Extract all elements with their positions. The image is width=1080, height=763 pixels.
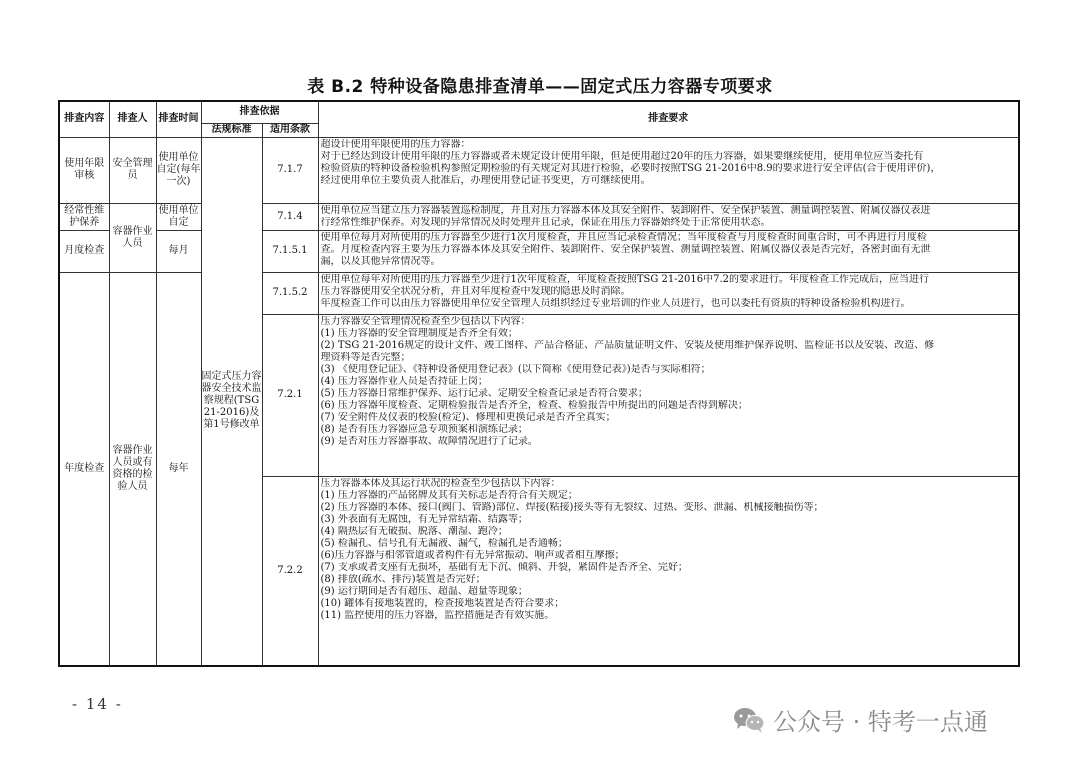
cell-requirement bbox=[318, 137, 1019, 203]
req-line: 使用单位应当建立压力容器装置巡检制度，并且对压力容器本体及其安全附件、装卸附件、安全保护装置、测量调控装置、附属仪器仪表进 bbox=[320, 204, 931, 216]
cell-content: 使用年限审核 bbox=[59, 137, 109, 203]
req-line: 使用单位每月对所使用的压力容器至少进行1次月度检查，并且应当记录检查情况；当年度检查与月度检查时间重合时，可不再进行月度检 bbox=[320, 231, 927, 243]
header-standard: 法规标准 bbox=[201, 123, 262, 137]
req-line: 压力容器本体及其运行状况的检查至少包括以下内容： bbox=[320, 477, 561, 489]
cell-standard: 固定式压力容器安全技术监察规程(TSG 21-2016)及第1号修改单 bbox=[201, 137, 262, 666]
req-line: 漏，以及其他异常情况等。 bbox=[320, 255, 441, 267]
cell-clause: 7.1.4 bbox=[262, 203, 318, 230]
req-line: (2) TSG 21-2016规定的设计文件、竣工图样、产品合格证、产品质量证明文件、安装及使用维护保养说明、监检证书以及安装、改造、修 bbox=[320, 339, 935, 351]
cell-requirement bbox=[318, 203, 1019, 230]
req-line: (3) 《使用登记证》、《特种设备使用登记表》(以下简称《使用登记表》)是否与实际相符； bbox=[320, 363, 711, 375]
header-requirement: 排查要求 bbox=[318, 101, 1019, 137]
req-line: (10) 罐体有接地装置的，检查接地装置是否符合要求； bbox=[320, 597, 565, 609]
req-line: (11) 监控使用的压力容器，监控措施是否有效实施。 bbox=[320, 609, 555, 621]
cell-time: 使用单位自定(每年一次) bbox=[156, 137, 201, 203]
header-time: 排查时间 bbox=[156, 101, 201, 137]
req-line: (1) 压力容器的产品铭牌及其有关标志是否符合有关规定； bbox=[320, 489, 578, 501]
cell-requirement bbox=[318, 476, 1019, 666]
req-line: (6)压力容器与相邻管道或者构件有无异常振动、响声或者相互摩擦； bbox=[320, 549, 625, 561]
cell-person: 容器作业人员或有资格的检验人员 bbox=[109, 272, 156, 666]
req-line: 查。月度检查内容主要为压力容器本体及其安全附件、装卸附件、安全保护装置、测量调控装置、附属仪器仪表是否完好，各密封面有无泄 bbox=[320, 243, 931, 255]
req-line: 理资料等是否完整； bbox=[320, 351, 411, 363]
cell-content: 月度检查 bbox=[59, 230, 109, 272]
header-clause: 适用条款 bbox=[262, 123, 318, 137]
cell-content: 年度检查 bbox=[59, 272, 109, 666]
cell-clause: 7.1.5.1 bbox=[262, 230, 318, 272]
wechat-icon bbox=[733, 706, 765, 734]
req-line: 超设计使用年限使用的压力容器： bbox=[320, 138, 471, 150]
req-line: (8) 是否有压力容器应急专项预案和演练记录； bbox=[320, 423, 528, 435]
req-line: (7) 支承或者支座有无损坏，基础有无下沉、倾斜、开裂，紧固件是否齐全、完好； bbox=[320, 561, 688, 573]
req-line: 压力容器使用安全状况分析，并且对年度检查中发现的隐患及时消除。 bbox=[320, 285, 631, 297]
cell-time: 使用单位自定 bbox=[156, 203, 201, 230]
req-line: (9) 运行期间是否有超压、超温、超量等现象； bbox=[320, 585, 528, 597]
req-line: (9) 是否对压力容器事故、故障情况进行了记录。 bbox=[320, 435, 538, 447]
req-line: 年度检查工作可以由压力容器使用单位安全管理人员组织经过专业培训的作业人员进行，也可以委托有资质的特种设备检验机构进行。 bbox=[320, 297, 911, 309]
header-person: 排查人 bbox=[109, 101, 156, 137]
req-line: 对于已经达到设计使用年限的压力容器或者未规定设计使用年限，但是使用超过20年的压力容器，如果要继续使用，使用单位应当委托有 bbox=[320, 150, 924, 162]
req-line: (2) 压力容器的本体、接口(阀门、管路)部位、焊接(粘接)接头等有无裂纹、过热、变形、泄漏、机械接触损伤等； bbox=[320, 501, 824, 513]
req-line: 检验资质的特种设备检验机构参照定期检验的有关规定对其进行检验，必要时按照TSG 21-2016中8.9的要求进行安全评估(合于使用评价)， bbox=[320, 162, 941, 174]
req-line: (4) 压力容器作业人员是否持证上岗； bbox=[320, 375, 488, 387]
cell-person: 容器作业人员 bbox=[109, 203, 156, 272]
page-title: 表 B.2 特种设备隐患排查清单——固定式压力容器专项要求 bbox=[307, 77, 773, 97]
cell-requirement bbox=[318, 314, 1019, 476]
cell-person: 安全管理员 bbox=[109, 137, 156, 203]
req-line: (3) 外表面有无腐蚀，有无异常结霜、结露等； bbox=[320, 513, 528, 525]
watermark bbox=[733, 702, 988, 737]
cell-clause: 7.2.2 bbox=[262, 476, 318, 666]
page-number: - 14 - bbox=[72, 695, 123, 713]
req-line: 经过使用单位主要负责人批准后，办理使用登记证书变更，方可继续使用。 bbox=[320, 174, 651, 186]
req-line: (8) 排放(疏水、排污)装置是否完好； bbox=[320, 573, 486, 585]
cell-requirement bbox=[318, 272, 1019, 314]
req-line: 行经常性维护保养。对发现的异常情况及时处理并且记录，保证在用压力容器始终处于正常使用状态。 bbox=[320, 216, 771, 228]
req-line: (5) 压力容器日常维护保养、运行记录、定期安全检查记录是否符合要求； bbox=[320, 387, 648, 399]
cell-time: 每月 bbox=[156, 230, 201, 272]
req-line: 压力容器安全管理情况检查至少包括以下内容： bbox=[320, 315, 531, 327]
req-line: (1) 压力容器的安全管理制度是否齐全有效； bbox=[320, 327, 518, 339]
cell-clause: 7.2.1 bbox=[262, 314, 318, 476]
req-line: (6) 压力容器年度检查、定期检验报告是否齐全，检查、检验报告中所提出的问题是否得到解决； bbox=[320, 399, 748, 411]
cell-clause: 7.1.5.2 bbox=[262, 272, 318, 314]
inspection-table bbox=[58, 100, 1020, 667]
req-line: (7) 安全附件及仪表的校验(检定)、修理和更换记录是否齐全真实； bbox=[320, 411, 616, 423]
cell-requirement bbox=[318, 230, 1019, 272]
watermark-text: 公众号 · 特考一点通 bbox=[773, 708, 988, 736]
cell-content: 经常性维护保养 bbox=[59, 203, 109, 230]
req-line: (5) 检漏孔、信号孔有无漏液、漏气，检漏孔是否通畅； bbox=[320, 537, 568, 549]
req-line: (4) 隔热层有无破损、脱落、潮湿、跑冷； bbox=[320, 525, 508, 537]
table-row bbox=[59, 137, 1019, 203]
cell-clause: 7.1.7 bbox=[262, 137, 318, 203]
req-line: 使用单位每年对所使用的压力容器至少进行1次年度检查，年度检查按照TSG 21-2016中7.2的要求进行。年度检查工作完成后，应当进行 bbox=[320, 273, 930, 285]
header-content: 排查内容 bbox=[59, 101, 109, 137]
header-basis: 排查依据 bbox=[201, 101, 318, 123]
cell-time: 每年 bbox=[156, 272, 201, 666]
